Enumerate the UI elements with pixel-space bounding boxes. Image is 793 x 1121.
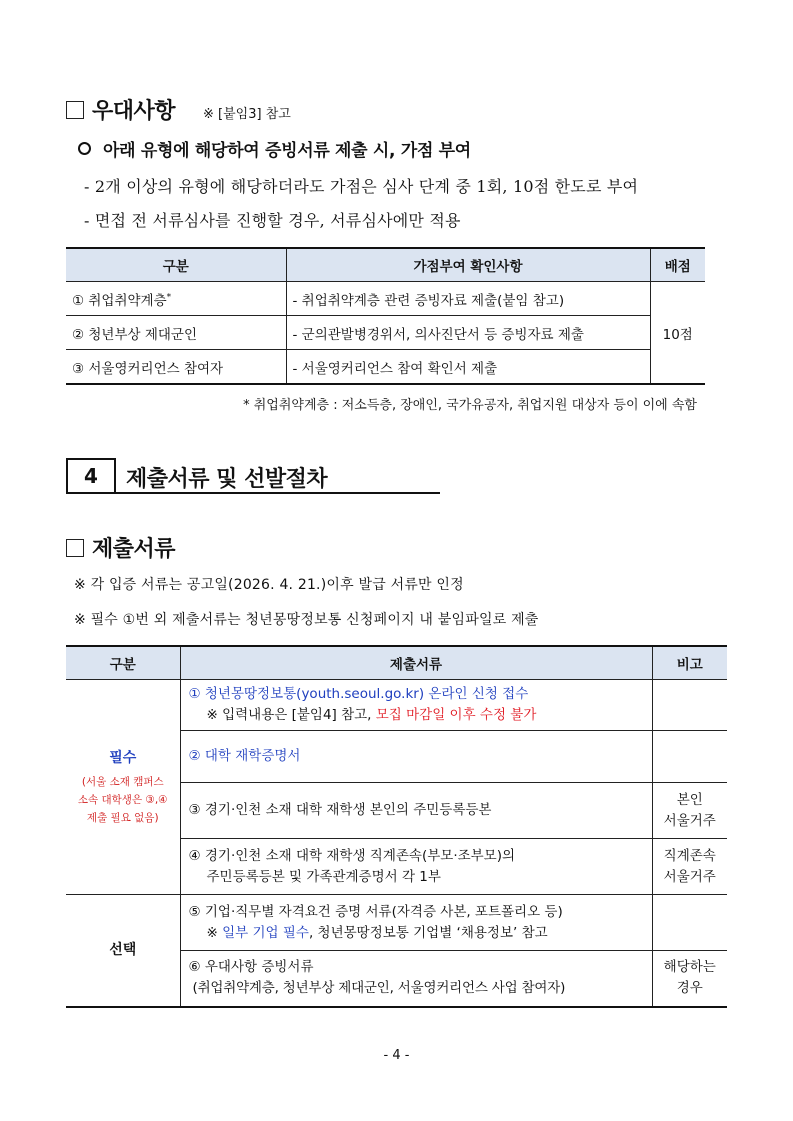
required-cell <box>66 680 180 895</box>
page-number: - 4 - <box>383 1048 410 1063</box>
col-header-note: 비고 <box>652 646 727 680</box>
circle-bullet-icon <box>78 142 91 155</box>
col-header-type: 구분 <box>66 646 180 680</box>
table-row <box>66 895 727 951</box>
optional-label: 선택 <box>109 941 137 958</box>
preference-table <box>66 247 705 385</box>
doc-1 <box>180 680 652 731</box>
doc-4-note-2: 서울거주 <box>663 868 716 885</box>
table-row <box>66 350 705 385</box>
col-header-score: 배점 <box>650 248 705 282</box>
doc-4-line-1: ④ 경기·인천 소재 대학 재학생 직계존속(부모·조부모)의 <box>188 847 516 864</box>
row-check: - 서울영커리언스 참여 확인서 제출 <box>286 350 650 385</box>
row-check: - 군의관발병경위서, 의사진단서 등 증빙자료 제출 <box>286 316 650 350</box>
doc-2-note-cell <box>652 731 727 783</box>
documents-table <box>66 645 727 1008</box>
doc-6-line-2: (취업취약계층, 청년부상 제대군인, 서울영커리언스 사업 참여자) <box>192 980 566 997</box>
doc-5-note-cell <box>652 895 727 951</box>
doc-6-note-2: 경우 <box>676 980 703 997</box>
square-icon <box>66 539 84 557</box>
doc-1-note-cell <box>652 680 727 731</box>
required-sub-1: (서울 소재 캠퍼스 <box>81 775 164 788</box>
optional-cell <box>66 895 180 1007</box>
doc-4-note-cell <box>652 839 727 895</box>
doc-5-highlight: 일부 기업 필수 <box>222 924 309 941</box>
required-label: 필수 <box>109 749 137 766</box>
doc-3-note-cell <box>652 783 727 839</box>
documents-title: 제출서류 <box>92 537 176 562</box>
table-header-row <box>66 248 705 282</box>
preference-heading <box>66 94 291 125</box>
preference-bullet <box>78 136 471 161</box>
section-title: 제출서류 및 선발절차 <box>126 467 328 492</box>
doc-6-line-1: ⑥ 우대사항 증빙서류 <box>188 959 314 976</box>
doc-5-line-2 <box>189 923 644 944</box>
doc-6 <box>180 951 652 1007</box>
preference-title: 우대사항 <box>92 99 176 124</box>
doc-3: ③ 경기·인천 소재 대학 재학생 본인의 주민등록등본 <box>180 783 652 839</box>
preference-bullet-text: 아래 유형에 해당하여 증빙서류 제출 시, 가점 부여 <box>103 141 471 161</box>
table-row <box>66 282 705 316</box>
preference-ref: ※ [붙임3] 참고 <box>203 107 291 122</box>
doc-5-mark: ※ <box>206 924 223 941</box>
doc-1-line-2 <box>189 705 644 726</box>
doc-3-note-2: 서울거주 <box>663 812 716 829</box>
doc-6-note-cell <box>652 951 727 1007</box>
doc-2: ② 대학 재학증명서 <box>180 731 652 783</box>
doc-4-note-1: 직계존속 <box>663 847 716 864</box>
doc-1-warning: 모집 마감일 이후 수정 불가 <box>375 707 537 723</box>
row-type: ③ 서울영커리언스 참여자 <box>66 350 286 385</box>
score-cell: 10점 <box>650 282 705 385</box>
row-type-sup: * <box>166 292 172 302</box>
preference-footnote: * 취업취약계층 : 저소득층, 장애인, 국가유공자, 취업지원 대상자 등이 이에 속함 <box>243 398 697 413</box>
required-sub-3: 제출 필요 없음) <box>86 811 159 824</box>
doc-5-rest: , 청년몽땅정보통 기업별 ‘채용정보’ 참고 <box>308 924 548 941</box>
table-row <box>66 680 727 731</box>
doc-4-line-2: 주민등록등본 및 가족관계증명서 각 1부 <box>206 868 441 885</box>
doc-5 <box>180 895 652 951</box>
required-sub-2: 소속 대학생은 ③,④ <box>77 793 168 806</box>
doc-3-note-1: 본인 <box>676 791 703 808</box>
col-header-type: 구분 <box>66 248 286 282</box>
preference-line-1: - 2개 이상의 유형에 해당하더라도 가점은 심사 단계 중 1회, 10점 한도로 부여 <box>84 177 639 196</box>
doc-6-note-1: 해당하는 <box>663 959 716 976</box>
row-type-text: ① 취업취약계층 <box>72 292 167 309</box>
col-header-docs: 제출서류 <box>180 646 652 680</box>
documents-note-1: ※ 각 입증 서류는 공고일(2026. 4. 21.)이후 발급 서류만 인정 <box>74 577 464 593</box>
documents-heading <box>66 532 175 563</box>
doc-5-line-1: ⑤ 기업·직무별 자격요건 증명 서류(자격증 사본, 포트폴리오 등) <box>188 903 563 920</box>
preference-line-2: - 면접 전 서류심사를 진행할 경우, 서류심사에만 적용 <box>84 211 461 230</box>
row-type: ② 청년부상 제대군인 <box>66 316 286 350</box>
table-header-row <box>66 646 727 680</box>
section-number: 4 <box>66 458 116 494</box>
row-type <box>66 282 286 316</box>
table-row <box>66 316 705 350</box>
square-icon <box>66 101 84 119</box>
doc-4 <box>180 839 652 895</box>
col-header-check: 가점부여 확인사항 <box>286 248 650 282</box>
doc-1-note: ※ 입력내용은 [붙임4] 참고, <box>206 707 376 723</box>
doc-1-line-1: ① 청년몽땅정보통(youth.seoul.go.kr) 온라인 신청 접수 <box>188 686 529 702</box>
row-check: - 취업취약계층 관련 증빙자료 제출(붙임 참고) <box>286 282 650 316</box>
documents-note-2: ※ 필수 ①번 외 제출서류는 청년몽땅정보통 신청페이지 내 붙임파일로 제출 <box>74 612 539 628</box>
